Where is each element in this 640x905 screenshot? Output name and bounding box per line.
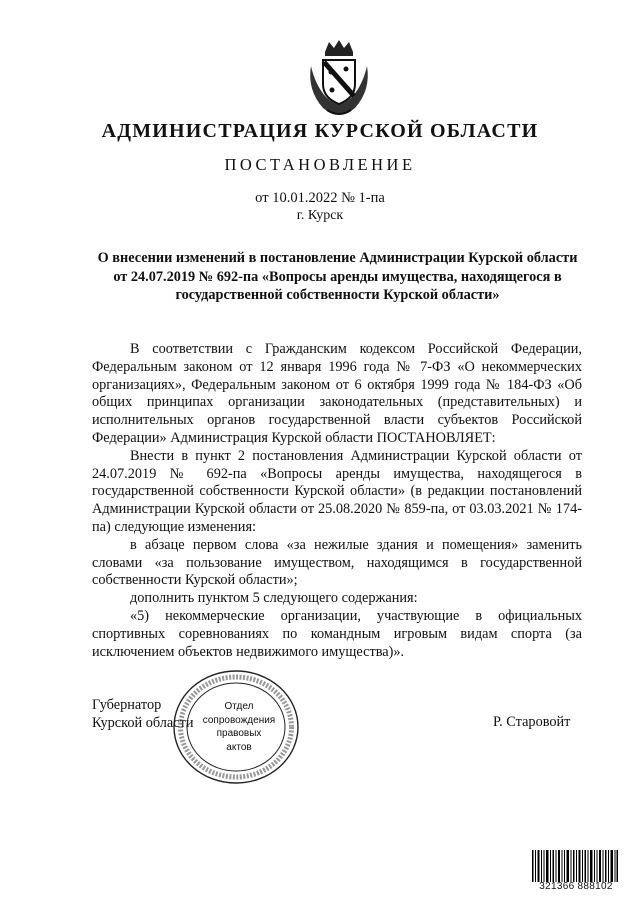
document-title: О внесении изменений в постановление Администрации Курской области от 24.07.2019 № 692-па «Вопросы аренды имущества, находящегося в государственной собственности Курской области»	[97, 250, 578, 303]
signer-position-line2: Курской области	[92, 715, 194, 731]
document-body	[92, 341, 582, 661]
paragraph-change-2: дополнить пунктом 5 следующего содержания:	[130, 590, 418, 607]
paragraph-item-5: «5) некоммерческие организации, участвующие в официальных спортивных соревнованиях по командным игровым видам спорта (за исключением объектов недвижимого имущества)».	[92, 607, 582, 660]
stamp-line-2: сопровождения	[202, 714, 276, 726]
stamp-line-3: правовых	[216, 728, 262, 739]
document-type: ПОСТАНОВЛЕНИЕ	[224, 155, 416, 174]
document-city: г. Курск	[296, 208, 344, 223]
signer-name: Р. Старовойт	[493, 714, 571, 730]
paragraph-change-1: в абзаце первом слова «за нежилые здания и помещения» заменить словами «за пользование имуществом, находящимся в государственной собственности Курской области»;	[92, 536, 582, 589]
barcode-icon	[532, 850, 618, 882]
document-date-number: от 10.01.2022 № 1-па	[255, 190, 385, 206]
barcode-number: 321366 888102	[539, 881, 613, 892]
paragraph-amendment: Внести в пункт 2 постановления Администрации Курской области от 24.07.2019 № 692-па «Вопросы аренды имущества, находящегося в государственной собственности Курской области» (в редакции постановлений Администрации Курской области от 25.08.2020 № 859-па, от 03.03.2021 № 174-па) следующие изменения:	[92, 447, 582, 535]
stamp-line-1: Отдел	[224, 701, 254, 712]
coat-of-arms-icon	[303, 38, 375, 118]
stamp-text	[200, 700, 278, 754]
organization-name: АДМИНИСТРАЦИЯ КУРСКОЙ ОБЛАСТИ	[101, 120, 539, 142]
stamp-line-4: актов	[226, 741, 252, 753]
paragraph-preamble: В соответствии с Гражданским кодексом Российской Федерации, Федеральным законом от 12 января 1996 года № 7-ФЗ «О некоммерческих организациях», Федеральным законом от 6 октября 1999 года № 184-ФЗ «Об общих принципах организации законодательных (представительных) и исполнительных органов государственной власти субъектов Российской Федерации» Администрация Курской области ПОСТАНОВЛЯЕТ:	[92, 341, 582, 446]
signer-position-line1: Губернатор	[92, 697, 162, 713]
